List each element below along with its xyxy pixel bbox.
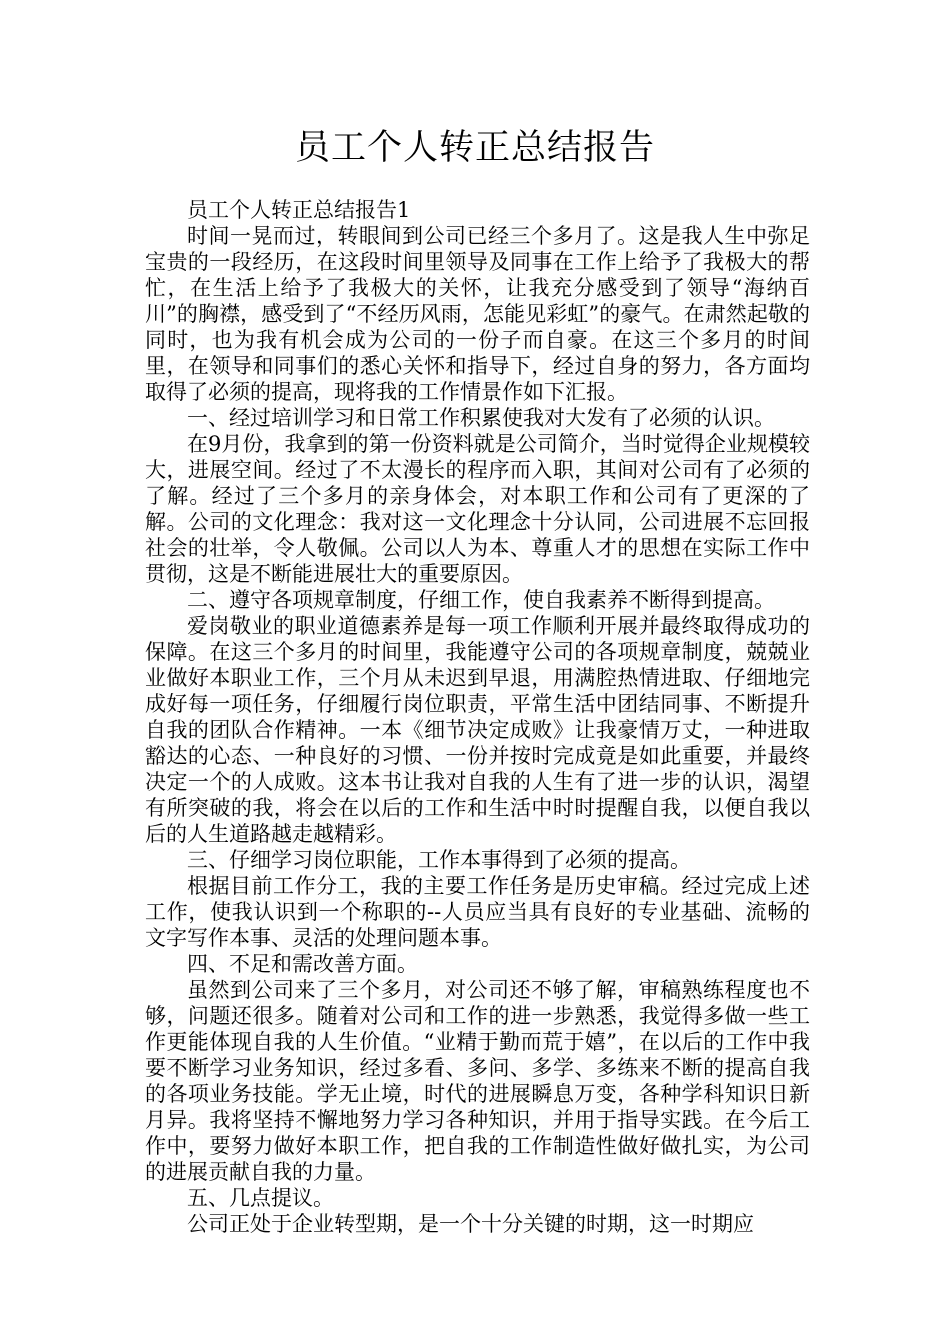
section-heading-1: 一、经过培训学习和日常工作积累使我对大发有了必须的认识。 (187, 406, 775, 430)
paragraph-section-1: 在9月份，我拿到的第一份资料就是公司简介，当时觉得企业规模较大，进展空间。经过了不太漫长的程序而入职，其间对公司有了必须的了解。经过了三个多月的亲身体会，对本职工作和公司有了更深的了解。公司的文化理念：我对这一文化理念十分认同，公司进展不忘回报社会的壮举，令人敬佩。公司以人为本、尊重人才的思想在实际工作中贯彻，这是不断能进展壮大的重要原因。 (145, 432, 810, 586)
document-body (145, 197, 810, 1237)
section-heading-4: 四、不足和需改善方面。 (187, 952, 418, 976)
paragraph-section-5: 公司正处于企业转型期，是一个十分关键的时期，这一时期应 (187, 1212, 754, 1236)
paragraph-section-3: 根据目前工作分工，我的主要工作任务是历史审稿。经过完成上述工作，使我认识到一个称职的--人员应当具有良好的专业基础、流畅的文字写作本事、灵活的处理问题本事。 (145, 874, 810, 950)
subtitle-line: 员工个人转正总结报告1 (187, 198, 411, 222)
section-heading-2: 二、遵守各项规章制度，仔细工作，使自我素养不断得到提高。 (187, 588, 775, 612)
paragraph-section-2: 爱岗敬业的职业道德素养是每一项工作顺利开展并最终取得成功的保障。在这三个多月的时间里，我能遵守公司的各项规章制度，兢兢业业做好本职业工作，三个月从未迟到早退，用满腔热情进取、仔细地完成好每一项任务，仔细履行岗位职责，平常生活中团结同事、不断提升自我的团队合作精神。一本《细节决定成败》让我豪情万丈，一种进取豁达的心态、一种良好的习惯、一份并按时完成竟是如此重要，并最终决定一个的人成败。这本书让我对自我的人生有了进一步的认识，渴望有所突破的我，将会在以后的工作和生活中时时提醒自我，以便自我以后的人生道路越走越精彩。 (145, 614, 810, 846)
section-heading-3: 三、仔细学习岗位职能，工作本事得到了必须的提高。 (187, 848, 691, 872)
section-heading-5: 五、几点提议。 (187, 1186, 334, 1210)
paragraph-intro: 时间一晃而过，转眼间到公司已经三个多月了。这是我人生中弥足宝贵的一段经历，在这段时间里领导及同事在工作上给予了我极大的帮忙，在生活上给予了我极大的关怀，让我充分感受到了领导“海纳百川”的胸襟，感受到了“不经历风雨，怎能见彩虹”的豪气。在肃然起敬的同时，也为我有机会成为公司的一份子而自豪。在这三个多月的时间里，在领导和同事们的悉心关怀和指导下，经过自身的努力，各方面均取得了必须的提高，现将我的工作情景作如下汇报。 (145, 224, 810, 404)
document-title: 员工个人转正总结报告 (294, 128, 655, 168)
paragraph-section-4: 虽然到公司来了三个多月，对公司还不够了解，审稿熟练程度也不够，问题还很多。随着对公司和工作的进一步熟悉，我觉得多做一些工作更能体现自我的人生价值。“业精于勤而荒于嬉”，在以后的工作中我要不断学习业务知识，经过多看、多问、多学、多练来不断的提高自我的各项业务技能。学无止境，时代的进展瞬息万变，各种学科知识日新月异。我将坚持不懈地努力学习各种知识，并用于指导实践。在今后工作中，要努力做好本职工作，把自我的工作制造性做好做扎实，为公司的进展贡献自我的力量。 (145, 978, 810, 1184)
